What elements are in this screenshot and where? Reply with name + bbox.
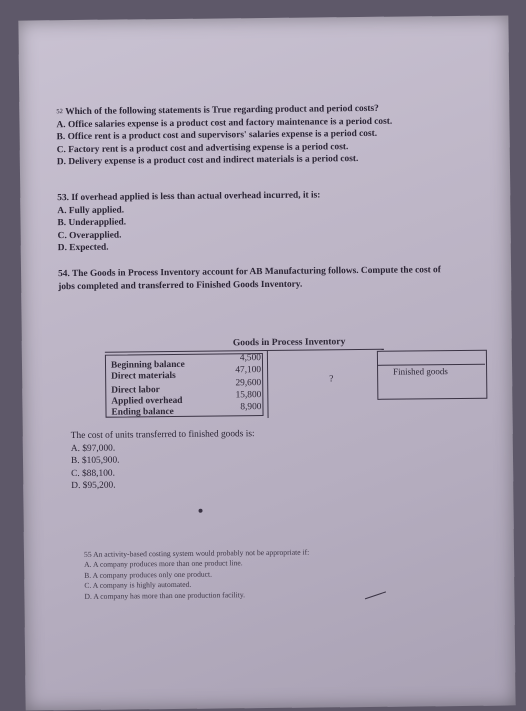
option-c: C. Factory rent is a product cost and advertising expense is a period cost.: [56, 141, 349, 155]
row-label: Direct materials: [111, 370, 176, 382]
option-d: D. Expected.: [57, 243, 109, 254]
row-value: 15,800: [235, 390, 262, 401]
t-account-divider: [267, 350, 269, 418]
option-b: B. Underapplied.: [57, 217, 127, 229]
row-value: 47,100: [235, 365, 262, 376]
question-stem-line-2: jobs completed and transferred to Finished Goods Inventory.: [58, 279, 303, 292]
t-account-top-line: [105, 349, 384, 353]
finished-goods-account: [377, 350, 485, 398]
question-52: [56, 102, 502, 170]
question-stem-line-1: 54. The Goods in Process Inventory account for AB Manufacturing follows. Compute the cost of: [58, 265, 441, 280]
finished-goods-label: Finished goods: [393, 366, 448, 377]
pen-dot: [199, 509, 203, 513]
credit-unknown: ?: [329, 374, 334, 385]
question-55: [84, 547, 385, 602]
option-b: B. $105,900.: [70, 455, 120, 467]
question-number: 52: [56, 108, 63, 116]
option-c: C. Overapplied.: [57, 230, 122, 241]
worksheet-page: [18, 15, 515, 710]
question-stem: Which of the following statements is True regarding product and period costs?: [65, 103, 379, 118]
question-stem: 53. If overhead applied is less than actual overhead incurred, it is:: [57, 190, 321, 204]
option-a: A. Fully applied.: [57, 205, 125, 216]
row-value: 29,600: [235, 378, 262, 389]
question-54: [58, 264, 498, 294]
option-c: C. A company is highly automated.: [84, 580, 192, 591]
option-d: D. Delivery expense is a product cost and indirect materials is a period cost.: [56, 154, 359, 168]
option-c: C. $88,100.: [71, 468, 115, 479]
question-53: [57, 189, 358, 255]
question-stem: 55 An activity-based costing system would probably not be appropriate if:: [83, 547, 310, 559]
option-d: D. $95,200.: [71, 480, 116, 492]
row-label: Direct labor: [111, 385, 160, 396]
option-d: D. A company has more than one production facility.: [84, 589, 246, 601]
option-a: A. Office salaries expense is a product cost and factory maintenance is a period cost.: [56, 116, 393, 130]
goods-in-process-t-account: [99, 336, 385, 421]
option-a: A. $97,000.: [70, 443, 116, 454]
row-label: Applied overhead: [111, 395, 183, 407]
option-b: B. Office rent is a product cost and supervisors' salaries expense is a period cost.: [56, 129, 378, 143]
row-value: 4,500: [239, 353, 262, 364]
row-label: Ending balance: [111, 406, 174, 418]
t-account-title: Goods in Process Inventory: [232, 336, 346, 349]
answer-stem: The cost of units transferred to finished goods is:: [70, 429, 255, 442]
option-b: B. A company produces only one product.: [84, 569, 213, 580]
row-label: Beginning balance: [110, 359, 185, 371]
question-54-answers: [71, 427, 372, 493]
option-a: A. A company produces more than one product line.: [84, 558, 243, 570]
row-value: 8,900: [240, 402, 262, 413]
